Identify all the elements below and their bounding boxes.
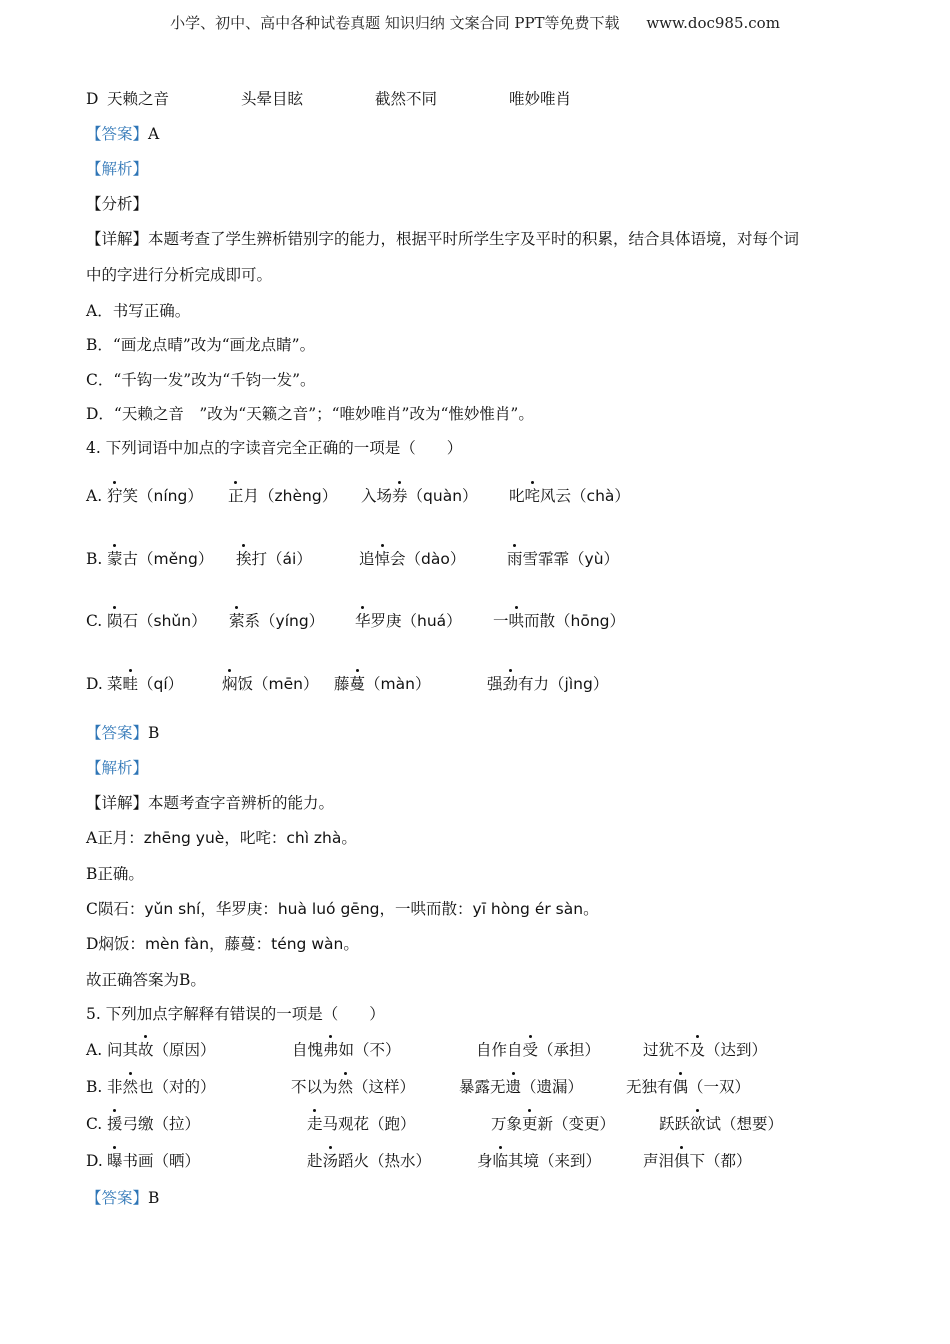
pinyin: （zhèng） [259, 487, 338, 505]
q4-option-label: D. [86, 675, 103, 693]
q3-note-a: A．书写正确。 [86, 302, 191, 320]
q4-analysis-tag: 【解析】 [86, 759, 149, 777]
item-text: 不以为 [291, 1078, 338, 1096]
item-text: 赴 [307, 1152, 323, 1170]
dotted-char: 挨 [236, 550, 252, 568]
q4-option-item [334, 674, 430, 694]
pinyin: （hōng） [555, 612, 626, 630]
q4-option-item [236, 549, 312, 569]
item-text: 自愧 [292, 1041, 324, 1059]
q4-option-item [487, 674, 608, 694]
item-text: 其境（来到） [508, 1152, 602, 1170]
page-header [0, 12, 950, 33]
q3-detail-1: 【详解】本题考查了学生辨析错别字的能力，根据平时所学生字及平时的积累，结合具体语境，对每个词 [86, 230, 800, 248]
item-text: 蹈火（热水） [338, 1152, 432, 1170]
item-text: （原因） [153, 1041, 216, 1059]
q4-note-a: A正月：zhēng yuè，叱咤：chì zhà。 [86, 829, 357, 847]
q5-option-label: D. [86, 1152, 103, 1170]
dotted-char: 劲 [502, 675, 519, 693]
item-text: 身 [477, 1152, 493, 1170]
dotted-char: 欲 [690, 1115, 706, 1133]
q3-option-d: D [86, 90, 99, 108]
q3-fenxi-tag: 【分析】 [86, 195, 149, 213]
q4-note-c: C陨石：yǔn shí，华罗庚：huà luó gēng，一哄而散：yī hòng ér sàn。 [86, 900, 599, 918]
item-text: 无独有 [626, 1078, 673, 1096]
dotted-char: 偶 [672, 1078, 689, 1096]
q3-note-b: B．“画龙点晴”改为“画龙点睛”。 [86, 336, 316, 354]
item-text: 古 [122, 550, 139, 568]
pinyin: （huá） [401, 612, 462, 630]
pinyin: （qí） [138, 675, 184, 693]
item-text: 马观花（跑） [322, 1115, 416, 1133]
q4-option-item [355, 611, 462, 631]
q4-option-item [228, 486, 337, 506]
dotted-char: 及 [689, 1041, 706, 1059]
q5-option-item [491, 1114, 615, 1134]
item-text: 罗庚 [370, 612, 402, 630]
q5-option-item [477, 1151, 601, 1171]
item-text: 月 [243, 487, 260, 505]
q4-option-label: C. [86, 612, 103, 630]
item-text: 菜 [107, 675, 123, 693]
q5-option-item [107, 1151, 200, 1171]
item-text: 书画（晒） [122, 1152, 201, 1170]
dotted-char: 悼 [374, 550, 391, 568]
item-text: 弓缴（拉） [122, 1115, 201, 1133]
dotted-char: 陨 [107, 612, 123, 630]
q5-option-item [107, 1114, 200, 1134]
item-text: 新（变更） [537, 1115, 616, 1133]
q5-option-item [459, 1077, 583, 1097]
dotted-char: 受 [522, 1041, 539, 1059]
q4-option-item [107, 611, 207, 631]
q4-option-item [359, 549, 465, 569]
item-text: 问其 [107, 1041, 139, 1059]
item-text: 有力 [518, 675, 550, 693]
q5-option-item [659, 1114, 783, 1134]
item-text: （遗漏） [521, 1078, 584, 1096]
item-text: 非 [107, 1078, 123, 1096]
q4-conclusion: 故正确答案为B。 [86, 971, 206, 989]
item-text: 笑 [122, 487, 139, 505]
dotted-char: 更 [522, 1115, 538, 1133]
q5-option-item [307, 1114, 416, 1134]
q4-option-item [222, 674, 319, 694]
dotted-char: 然 [122, 1078, 139, 1096]
pinyin: （yù） [569, 550, 620, 568]
item-text: 打 [251, 550, 268, 568]
q4-option-item [107, 549, 213, 569]
dotted-char: 狞 [107, 487, 123, 505]
dotted-char: 走 [307, 1115, 323, 1133]
pinyin: （mēn） [253, 675, 319, 693]
pinyin: （jìng） [549, 675, 609, 693]
item-text: （这样） [353, 1078, 416, 1096]
item-text: （承担） [538, 1041, 601, 1059]
item-text: 会 [390, 550, 406, 568]
item-text: 跃跃 [659, 1115, 691, 1133]
pinyin: （shǔn） [138, 612, 207, 630]
q5-option-item [307, 1151, 431, 1171]
dotted-char: 畦 [122, 675, 139, 693]
dotted-char: 哄 [508, 612, 525, 630]
q3-d-item-3: 截然不同 [375, 90, 438, 108]
item-text: 也（对的） [138, 1078, 216, 1096]
item-text: 入场 [361, 487, 393, 505]
item-text: 强 [487, 675, 503, 693]
q4-option-item [107, 674, 183, 694]
pinyin: （ái） [267, 550, 312, 568]
pinyin: （chà） [571, 487, 630, 505]
q5-option-item [643, 1040, 767, 1060]
item-text: 风云 [540, 487, 572, 505]
q4-option-item [507, 549, 619, 569]
q4-option-item [509, 486, 630, 506]
dotted-char: 华 [355, 612, 371, 630]
item-text: （一双） [688, 1078, 751, 1096]
item-text: 系 [244, 612, 261, 630]
item-text: 追 [359, 550, 375, 568]
q4-option-label: A. [86, 487, 103, 505]
q4-detail: 【详解】本题考查字音辨析的能力。 [86, 794, 335, 812]
pinyin: （màn） [365, 675, 431, 693]
item-text: 声泪 [643, 1152, 675, 1170]
item-text: 下（都） [689, 1152, 752, 1170]
q3-note-d: D．“天赖之音 ”改为“天籁之音”；“唯妙唯肖”改为“惟妙惟肖”。 [86, 405, 534, 423]
q4-option-item [361, 486, 478, 506]
q4-note-b: B正确。 [86, 865, 144, 883]
dotted-char: 然 [337, 1078, 354, 1096]
dotted-char: 焖 [222, 675, 238, 693]
item-text: 而散 [524, 612, 556, 630]
q5-answer: 【答案】B [86, 1189, 160, 1207]
q3-d-item-1: 天赖之音 [107, 90, 170, 108]
q5-option-label: A. [86, 1041, 103, 1059]
q5-option-item [291, 1077, 415, 1097]
dotted-char: 故 [138, 1041, 154, 1059]
item-text: 如（不） [338, 1041, 401, 1059]
item-text: 雪霏霏 [522, 550, 570, 568]
dotted-char: 正 [228, 487, 244, 505]
item-text: 暴露无 [459, 1078, 506, 1096]
dotted-char: 萦 [229, 612, 245, 630]
pinyin: （dào） [405, 550, 466, 568]
q5-option-item [107, 1040, 216, 1060]
pinyin: （níng） [138, 487, 203, 505]
q3-d-item-2: 头晕目眩 [241, 90, 304, 108]
dotted-char: 蒙 [107, 550, 123, 568]
dotted-char: 援 [107, 1115, 123, 1133]
item-text: （达到） [705, 1041, 768, 1059]
pinyin: （měng） [138, 550, 214, 568]
item-text: 试（想要） [705, 1115, 784, 1133]
pinyin: （quàn） [407, 487, 478, 505]
dotted-char: 汤 [322, 1152, 339, 1170]
q3-analysis-tag: 【解析】 [86, 160, 149, 178]
q5-option-item [643, 1151, 752, 1171]
header-text: 小学、初中、高中各种试卷真题 知识归纳 文案合同 PPT等免费下载 [170, 14, 620, 32]
item-text: 一 [493, 612, 509, 630]
item-text: 过犹不 [643, 1041, 690, 1059]
q4-stem: 4. 下列词语中加点的字读音完全正确的一项是（ ） [86, 439, 463, 457]
item-text: 饭 [237, 675, 254, 693]
dotted-char: 蔓 [349, 675, 366, 693]
q5-option-item [476, 1040, 600, 1060]
q4-answer: 【答案】B [86, 724, 160, 742]
item-text: 自作自 [476, 1041, 523, 1059]
dotted-char: 券 [392, 487, 408, 505]
dotted-char: 弗 [323, 1041, 339, 1059]
dotted-char: 雨 [507, 550, 523, 568]
dotted-char: 曝 [107, 1152, 123, 1170]
q3-detail-2: 中的字进行分析完成即可。 [86, 266, 273, 284]
header-site: www.doc985.com [646, 14, 780, 32]
dotted-char: 临 [492, 1152, 509, 1170]
item-text: 石 [122, 612, 139, 630]
q4-option-item [229, 611, 324, 631]
dotted-char: 俱 [674, 1152, 690, 1170]
item-text: 藤 [334, 675, 350, 693]
q4-note-d: D焖饭：mèn fàn，藤蔓：téng wàn。 [86, 935, 359, 953]
q5-option-label: B. [86, 1078, 103, 1096]
q5-option-label: C. [86, 1115, 103, 1133]
q5-option-item [626, 1077, 750, 1097]
q4-option-item [493, 611, 625, 631]
dotted-char: 遗 [505, 1078, 522, 1096]
q3-answer: 【答案】A [86, 125, 160, 143]
item-text: 叱 [509, 487, 525, 505]
q5-stem: 5. 下列加点字解释有错误的一项是（ ） [86, 1005, 385, 1023]
q4-option-label: B. [86, 550, 103, 568]
item-text: 万象 [491, 1115, 523, 1133]
q4-option-item [107, 486, 203, 506]
q3-note-c: C．“千钩一发”改为“千钧一发”。 [86, 371, 316, 389]
q5-option-item [292, 1040, 401, 1060]
q3-d-item-4: 唯妙唯肖 [509, 90, 572, 108]
dotted-char: 咤 [524, 487, 541, 505]
pinyin: （yíng） [260, 612, 325, 630]
q5-option-item [107, 1077, 216, 1097]
